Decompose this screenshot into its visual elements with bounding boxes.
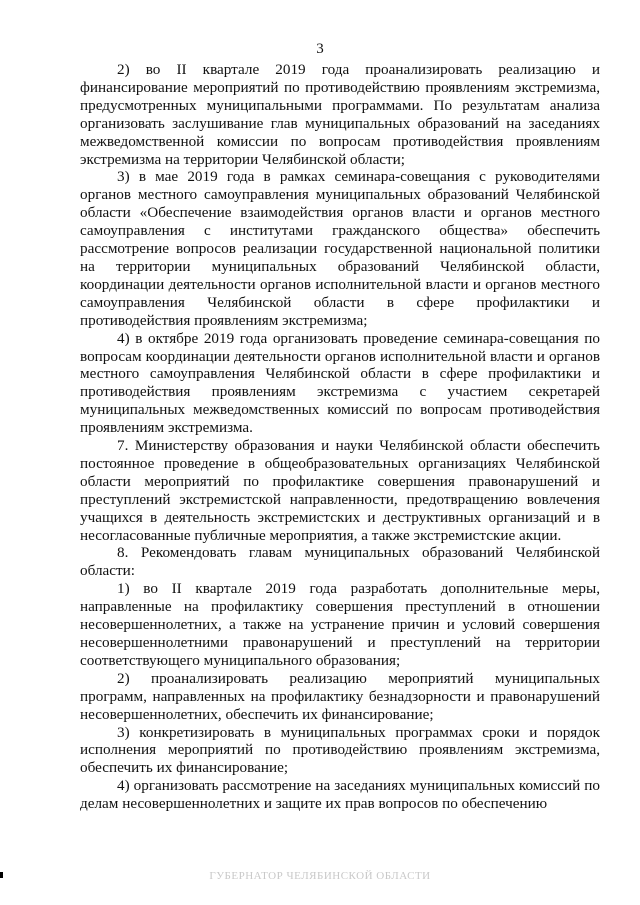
paragraph-section-8-item-2: 2) проанализировать реализацию мероприятий муниципальных программ, направленных на профилактику безнадзорности и правонарушений несовершеннолетних, обеспечить их финансирование; bbox=[80, 669, 600, 723]
paragraph-item-3: 3) в мае 2019 года в рамках семинара-совещания с руководителями органов местного самоуправления муниципальных образований Челябинской области «Обеспечение взаимодействия органов власти и органов местного самоуправления с институтами гражданского общества» обеспечить рассмотрение вопросов реализации государственной национальной политики на территории муниципальных образований Челябинской области, координации деятельности органов исполнительной власти и органов местного самоуправления Челябинской области в сфере профилактики и противодействия проявлениям экстремизма; bbox=[80, 168, 600, 329]
paragraph-section-8-item-1: 1) во II квартале 2019 года разработать дополнительные меры, направленные на профилактику совершения преступлений в отношении несовершеннолетних, а также на устранение причин и условий совершения несовершеннолетними правонарушений и преступлений на территории соответствующего муниципального образования; bbox=[80, 580, 600, 669]
page-number: 3 bbox=[316, 41, 324, 57]
document-body bbox=[80, 61, 600, 813]
paragraph-section-8-item-4: 4) организовать рассмотрение на заседаниях муниципальных комиссий по делам несовершеннолетних и защите их прав вопросов по обеспечению bbox=[80, 777, 600, 813]
scan-edge-mark bbox=[0, 872, 3, 878]
paragraph-item-2: 2) во II квартале 2019 года проанализировать реализацию и финансирование мероприятий по противодействию проявлениям экстремизма, предусмотренных муниципальными программами. По результатам анализа организовать заслушивание глав муниципальных образований на заседаниях межведомственной комиссии по вопросам противодействия проявлениям экстремизма на территории Челябинской области; bbox=[80, 61, 600, 168]
paragraph-section-8-item-3: 3) конкретизировать в муниципальных программах сроки и порядок исполнения мероприятий по противодействию проявлениям экстремизма, обеспечить их финансирование; bbox=[80, 723, 600, 777]
paragraph-section-8: 8. Рекомендовать главам муниципальных образований Челябинской области: bbox=[80, 544, 600, 580]
footer-watermark: ГУБЕРНАТОР ЧЕЛЯБИНСКОЙ ОБЛАСТИ bbox=[209, 870, 431, 882]
paragraph-item-4: 4) в октябре 2019 года организовать проведение семинара-совещания по вопросам координации деятельности органов исполнительной власти и органов местного самоуправления Челябинской области в сфере профилактики и противодействия проявлениям экстремизма с участием секретарей муниципальных межведомственных комиссий по вопросам противодействия проявлениям экстремизма. bbox=[80, 329, 600, 437]
paragraph-section-7: 7. Министерству образования и науки Челябинской области обеспечить постоянное проведение в общеобразовательных организациях Челябинской области мероприятий по профилактике совершения правонарушений и преступлений экстремистской направленности, предотвращению вовлечения учащихся в деятельность экстремистских и деструктивных организаций и в несогласованные публичные мероприятия, а также экстремистские акции. bbox=[80, 437, 600, 544]
